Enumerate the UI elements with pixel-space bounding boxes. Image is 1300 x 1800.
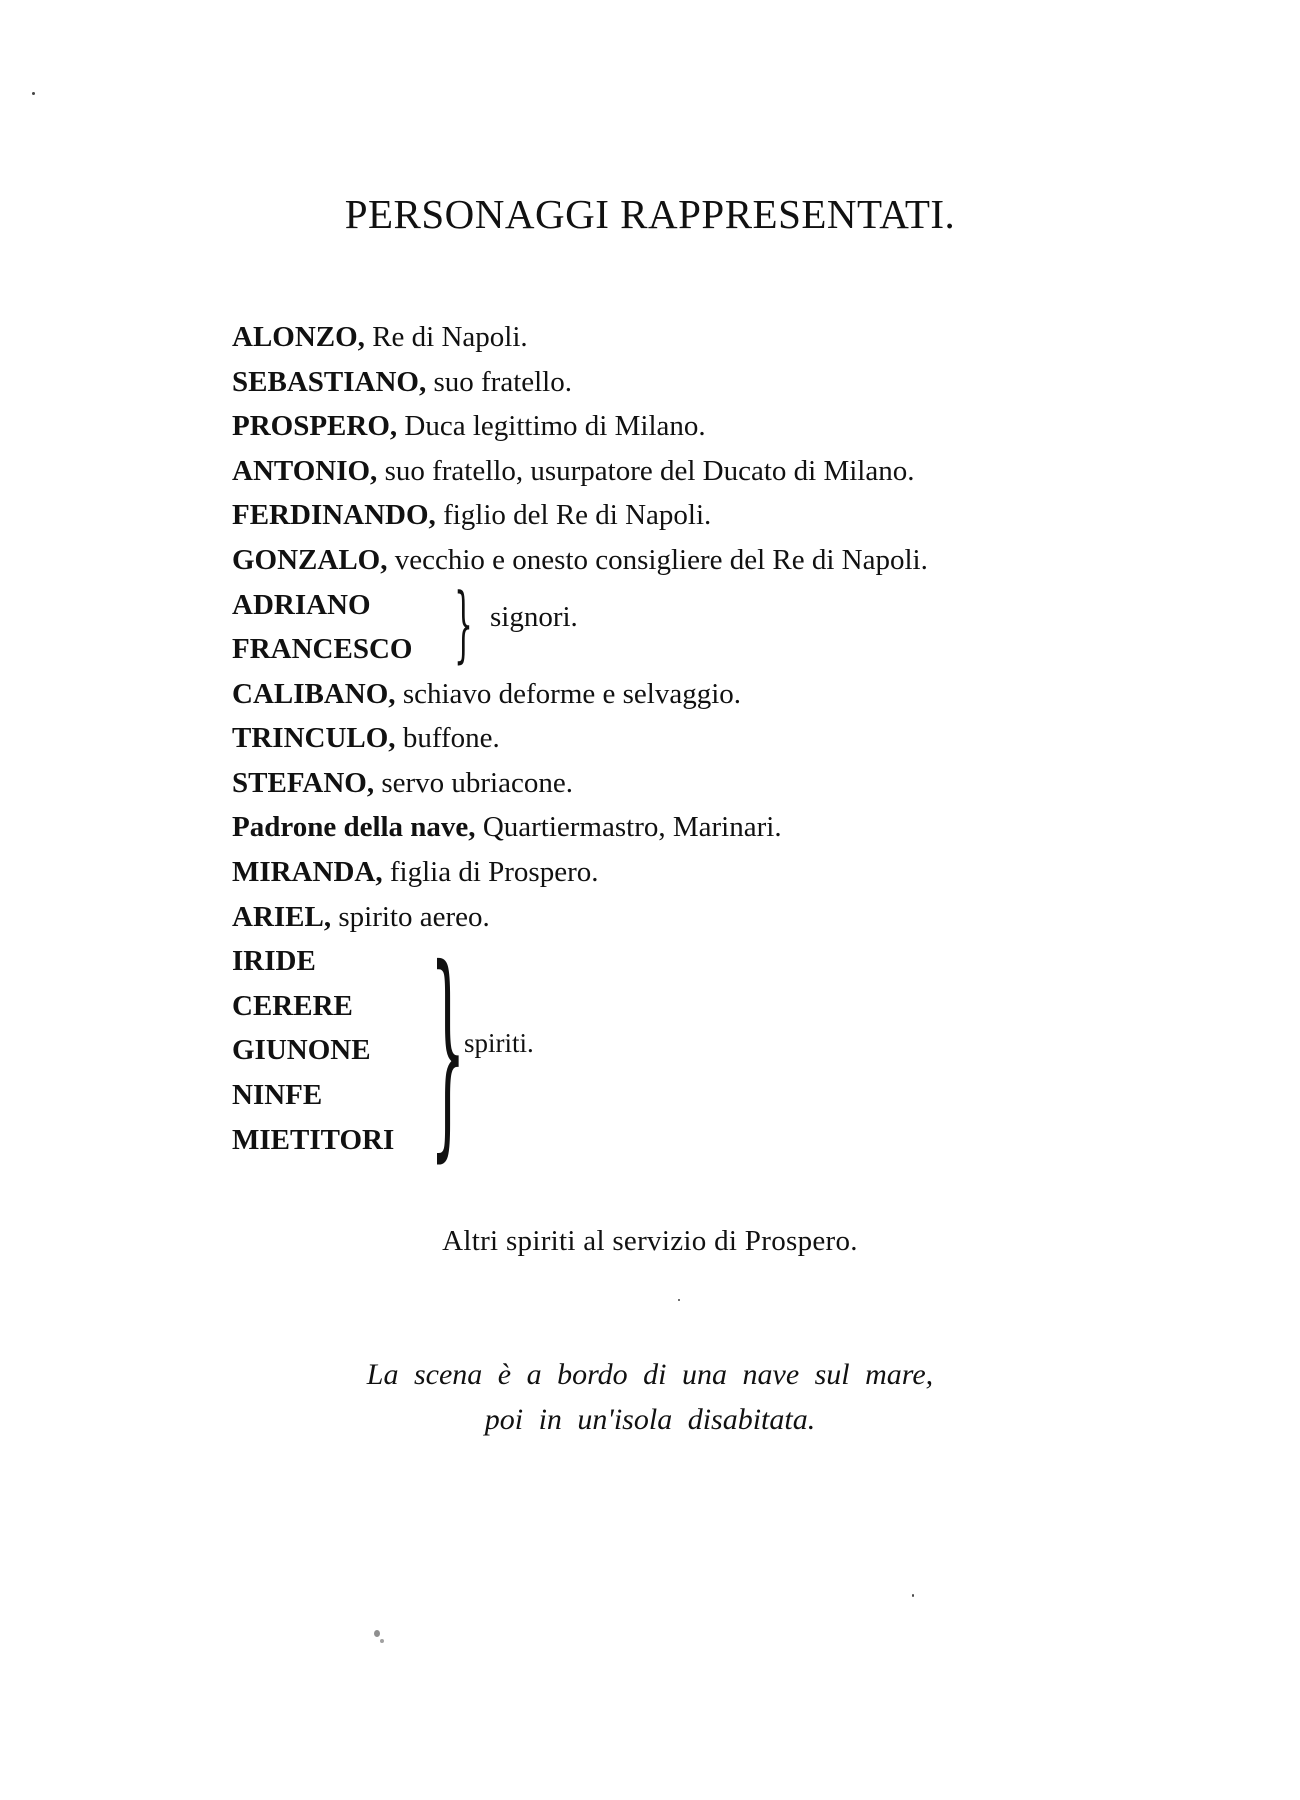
character-name: CALIBANO, <box>232 677 396 710</box>
cast-entry <box>232 939 1132 984</box>
scene-setting <box>0 1352 1300 1442</box>
cast-entry <box>232 627 1132 672</box>
cast-entry <box>232 1028 1132 1073</box>
character-name: ALONZO, <box>232 321 365 353</box>
character-name: PROSPERO, <box>232 410 398 443</box>
other-spirits-note: Altri spiriti al servizio di Prospero. <box>442 1225 858 1257</box>
cast-entry <box>232 360 1132 405</box>
character-description: schiavo deforme e selvaggio. <box>402 677 742 710</box>
character-name: GONZALO, <box>232 543 388 576</box>
cast-entry <box>232 761 1132 806</box>
print-speck <box>380 1639 384 1643</box>
group-label: spiriti. <box>464 1028 534 1059</box>
character-name: FERDINANDO, <box>232 499 436 532</box>
spiriti-group <box>232 919 1132 1182</box>
cast-entry <box>232 895 1132 940</box>
cast-entry <box>232 583 1132 628</box>
character-name: NINFE <box>232 1078 323 1111</box>
cast-entry <box>232 850 1132 895</box>
page-title: PERSONAGGI RAPPRESENTATI. <box>344 191 956 237</box>
character-description: spirito aereo. <box>338 900 490 933</box>
cast-entry <box>232 1073 1132 1118</box>
character-name: IRIDE <box>232 945 316 978</box>
character-name: ANTONIO, <box>232 454 378 487</box>
cast-entry <box>232 1118 1132 1163</box>
character-description: Re di Napoli. <box>372 321 528 353</box>
character-description: suo fratello, usurpatore del Ducato di Milano. <box>384 454 915 487</box>
cast-list <box>232 315 1132 1182</box>
signori-group <box>232 575 1132 672</box>
character-name: CERERE <box>232 989 353 1022</box>
character-description: Quartiermastro, Marinari. <box>482 811 782 844</box>
character-name: MIETITORI <box>232 1123 395 1156</box>
character-description: servo ubriacone. <box>381 766 573 799</box>
print-speck <box>374 1630 380 1637</box>
cast-entry <box>232 805 1132 850</box>
character-name: STEFANO, <box>232 766 375 799</box>
character-description: vecchio e onesto consigliere del Re di Napoli. <box>394 543 928 576</box>
cast-entry <box>232 404 1132 449</box>
character-name: MIRANDA, <box>232 855 383 888</box>
cast-entry <box>232 449 1132 494</box>
print-speck <box>912 1594 914 1597</box>
character-name: ARIEL, <box>232 900 332 933</box>
cast-entry <box>232 984 1132 1029</box>
character-description: figlio del Re di Napoli. <box>443 499 712 532</box>
character-name: GIUNONE <box>232 1034 371 1067</box>
print-speck <box>678 1299 680 1301</box>
print-speck <box>32 92 35 95</box>
character-description: suo fratello. <box>433 365 572 398</box>
scene-line: poi in un'isola disabitata. <box>484 1403 816 1436</box>
character-description: buffone. <box>402 722 500 755</box>
character-description: Duca legittimo di Milano. <box>404 410 706 443</box>
character-name: ADRIANO <box>232 588 371 621</box>
brace-glyph: } <box>454 575 473 672</box>
cast-entry <box>232 493 1132 538</box>
cast-entry <box>232 716 1132 761</box>
brace-glyph: } <box>430 919 466 1182</box>
character-name: SEBASTIANO, <box>232 365 427 398</box>
character-name: Padrone della nave, <box>232 811 476 844</box>
character-name: TRINCULO, <box>232 722 396 755</box>
scene-line: La scena è a bordo di una nave sul mare, <box>366 1358 934 1391</box>
cast-entry <box>232 538 1132 583</box>
character-name: FRANCESCO <box>232 633 413 666</box>
cast-entry <box>232 315 1132 360</box>
character-description: figlia di Prospero. <box>389 855 599 888</box>
cast-entry <box>232 672 1132 717</box>
group-label: signori. <box>490 600 578 633</box>
